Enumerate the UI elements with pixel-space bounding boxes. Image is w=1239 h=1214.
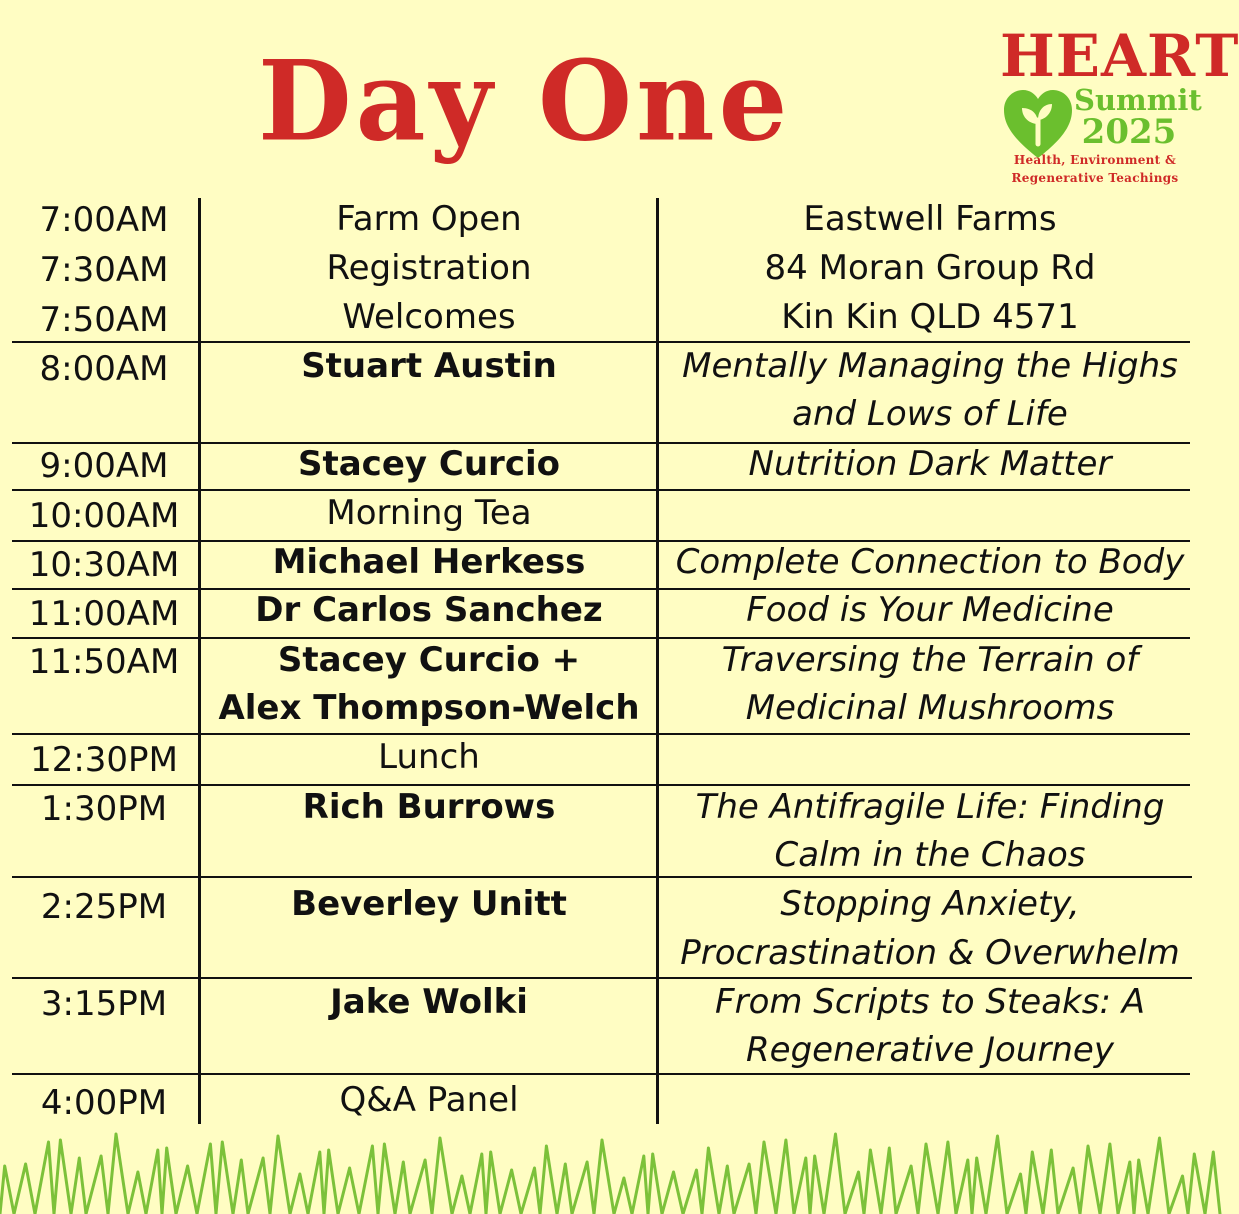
talk-title: Stopping Anxiety, [780, 884, 1080, 924]
talk-title: Regenerative Journey [746, 1030, 1114, 1070]
time-cell: 2:25PM [40, 887, 168, 927]
location-line: Eastwell Farms [803, 199, 1057, 239]
time-cell: 11:00AM [28, 594, 180, 634]
time-cell: 1:30PM [40, 789, 168, 829]
time-cell: 7:50AM [39, 300, 169, 340]
talk-title: and Lows of Life [792, 394, 1068, 434]
column-divider [198, 198, 201, 1124]
talk-title: From Scripts to Steaks: A [715, 982, 1145, 1022]
heart-summit-logo [1000, 22, 1239, 190]
column-divider [656, 198, 659, 1124]
talk-title: Mentally Managing the Highs [682, 346, 1178, 386]
talk-title: Traversing the Terrain of [721, 640, 1139, 680]
talk-title: Calm in the Chaos [774, 835, 1086, 875]
speaker-name: Jake Wolki [330, 982, 528, 1022]
agenda-item: Morning Tea [326, 493, 532, 533]
location-line: 84 Moran Group Rd [764, 248, 1096, 288]
grass-border [0, 1125, 1214, 1214]
agenda-item: Lunch [378, 737, 480, 777]
talk-title: Medicinal Mushrooms [745, 688, 1115, 728]
speaker-name: Stuart Austin [301, 346, 557, 386]
time-cell: 11:50AM [28, 642, 180, 682]
time-cell: 8:00AM [39, 349, 169, 389]
speaker-name: Stacey Curcio [298, 444, 560, 484]
speaker-name: Alex Thompson-Welch [218, 688, 640, 728]
time-cell: 3:15PM [40, 984, 168, 1024]
logo-tagline: Health, Environment & [1013, 153, 1177, 167]
logo-brand: HEART [1000, 22, 1239, 90]
logo-year: 2025 [1081, 112, 1177, 152]
agenda-item: Farm Open [336, 199, 522, 239]
talk-title: Nutrition Dark Matter [748, 444, 1112, 484]
talk-title: Procrastination & Overwhelm [680, 933, 1180, 973]
time-cell: 12:30PM [30, 740, 178, 780]
speaker-name: Michael Herkess [272, 542, 586, 582]
agenda-item: Registration [326, 248, 532, 288]
talk-title: Food is Your Medicine [746, 590, 1114, 630]
time-cell: 7:00AM [39, 200, 169, 240]
logo-tagline: Regenerative Teachings [1011, 171, 1179, 185]
speaker-name: Stacey Curcio + [277, 640, 581, 680]
page-title: Day One [258, 37, 792, 167]
time-cell: 9:00AM [39, 446, 169, 486]
talk-title: The Antifragile Life: Finding [695, 787, 1165, 827]
speaker-name: Rich Burrows [302, 787, 556, 827]
time-cell: 10:30AM [28, 545, 180, 585]
time-cell: 7:30AM [39, 250, 169, 290]
speaker-name: Dr Carlos Sanchez [255, 590, 603, 630]
location-line: Kin Kin QLD 4571 [781, 297, 1079, 337]
talk-title: Complete Connection to Body [675, 542, 1185, 582]
agenda-item: Welcomes [342, 297, 516, 337]
agenda-item: Q&A Panel [339, 1080, 519, 1120]
logo-summit: Summit [1074, 83, 1202, 117]
speaker-name: Beverley Unitt [291, 884, 567, 924]
time-cell: 4:00PM [40, 1083, 168, 1123]
time-cell: 10:00AM [28, 496, 180, 536]
